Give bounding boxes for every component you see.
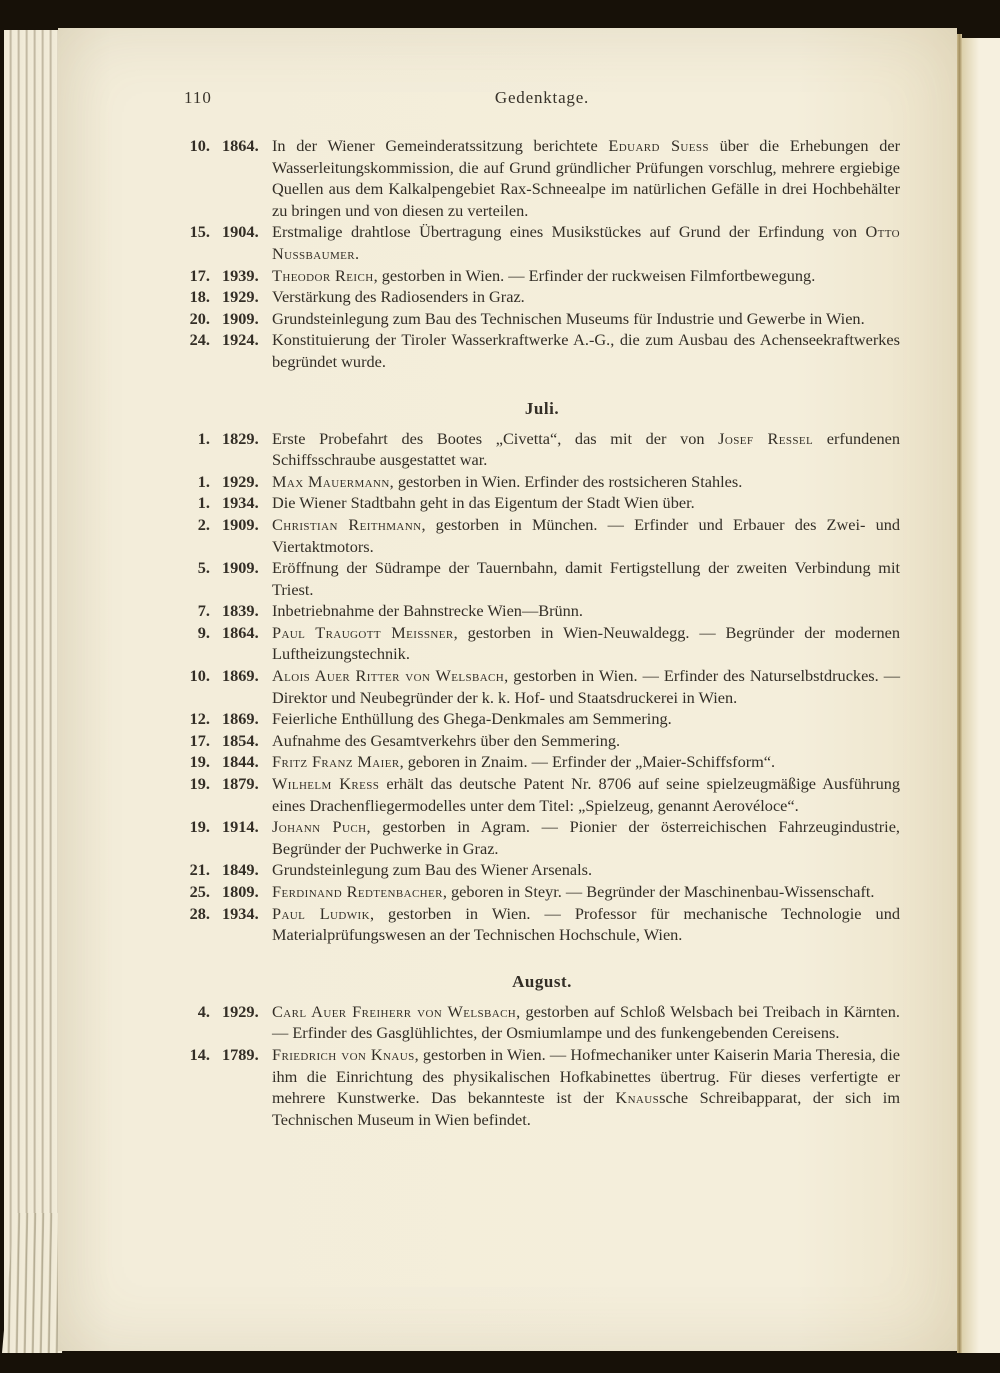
entry-year: 1909. (222, 514, 259, 534)
text-run: , gestorben in Wien. — Erfinder der ruckweisen Filmfortbewegung. (373, 265, 816, 285)
entry-row (184, 329, 900, 372)
entry-year: 1909. (222, 558, 259, 578)
entry-text (272, 816, 900, 859)
entry-row (184, 881, 900, 903)
entry-day: 7. (197, 601, 210, 621)
entry-row (184, 773, 900, 816)
entry-text (272, 859, 900, 881)
section-title: August. (512, 971, 572, 991)
entry-row (184, 622, 900, 665)
entry-year: 1904. (222, 222, 259, 242)
entry-text (272, 622, 900, 665)
entry-row (184, 665, 900, 708)
entry-year: 1839. (222, 601, 259, 621)
entry-row (184, 221, 900, 264)
person-name: Alois Auer Ritter von Welsbach (272, 666, 505, 686)
entry-text (272, 600, 900, 622)
person-name: Christian Reithmann (272, 514, 422, 534)
running-header: Gedenktage. (494, 88, 590, 107)
entry-year: 1864. (222, 622, 259, 642)
text-run: , gestorben in Wien. — Erfinder des Naturselbstdruckes. — Direktor und Neubegründer der k. k. Hof- und Staatsdruckerei in Wien. (272, 666, 900, 707)
entry-text (272, 881, 900, 903)
entry-day: 19. (189, 817, 210, 837)
page-edges-stack (4, 30, 58, 1353)
entry-year: 1869. (222, 709, 259, 729)
text-run: sche Schreibapparat, der sich im Technischen Museum in Wien befindet. (272, 1088, 900, 1129)
entry-day: 5. (197, 558, 210, 578)
entry-day: 2. (197, 514, 210, 534)
entry-day: 14. (189, 1044, 210, 1064)
entry-row (184, 816, 900, 859)
entry-text (272, 751, 900, 773)
entry-text (272, 1001, 900, 1044)
page-number: 110 (184, 88, 212, 107)
person-name: Theodor Reich (272, 265, 374, 285)
entry-text (272, 730, 900, 752)
entry-day: 19. (189, 752, 210, 772)
entry-year: 1929. (222, 471, 259, 491)
entry-year: 1929. (222, 287, 259, 307)
text-run: Grundsteinlegung zum Bau des Wiener Arsenals. (272, 860, 593, 880)
book-scan (4, 26, 1000, 1353)
person-name: Wilhelm Kress (272, 774, 380, 794)
person-name: Carl Auer Freiherr von Welsbach (272, 1001, 517, 1021)
entry-day: 17. (189, 265, 210, 285)
entry-day: 10. (189, 136, 210, 155)
entry-year: 1849. (222, 860, 259, 880)
text-run: . (355, 243, 360, 263)
entry-year: 1809. (222, 882, 259, 901)
text-run: , gestorben in Wien-Neuwaldegg. — Begründer der modernen Luftheizungstechnik. (272, 622, 900, 664)
text-run: , gestorben in Wien. Erfinder des rostsicheren Stahles. (389, 471, 743, 491)
text-run: , gestorben in Wien. — Hofmechaniker unter Kaiserin Maria Theresia, die ihm die Einrichtung des physikalischen Hofkabinettes übertrug. Für dieses verfertigte er mehrere Kunstwerke. Das bekannteste ist der (272, 1044, 900, 1108)
entry-text (272, 265, 900, 287)
entry-text (272, 135, 900, 221)
entry-row (184, 135, 900, 221)
entry-year: 1934. (222, 493, 259, 513)
entry-year: 1909. (222, 308, 259, 328)
person-name: Knaus (615, 1088, 660, 1108)
person-name: Paul Traugott Meissner (272, 622, 454, 642)
entry-day: 12. (189, 709, 210, 729)
text-run: Verstärkung des Radiosenders in Graz. (272, 287, 525, 307)
person-name: Friedrich von Knaus (272, 1044, 415, 1064)
entry-row (184, 1044, 900, 1130)
entry-row (184, 730, 900, 752)
entry-row (184, 308, 900, 330)
entry-text (272, 903, 900, 946)
entry-row (184, 514, 900, 557)
text-run: über die Erhebungen der Wasserleitungskommission, die auf Grund gründlicher Prüfungen vorschlug, mehrere ergiebige Quellen aus dem Kalkalpengebiet Rax-Schneealpe im natürlichen Gefälle in drei Hochbehälter zu bringen und von diesen zu verteilen. (272, 136, 900, 220)
entry-day: 17. (189, 730, 210, 750)
person-name: Josef Ressel (718, 428, 814, 448)
entry-text (272, 428, 900, 471)
entry-day: 24. (189, 330, 210, 350)
sections (184, 135, 900, 1130)
section-title: Juli. (524, 398, 560, 418)
text-run: erhält das deutsche Patent Nr. 8706 auf seine spielzeugmäßige Ausführung eines Drachenfliegermodelles unter dem Titel: „Spielzeug, genannt Aerovéloce“. (272, 774, 900, 815)
entry-row (184, 600, 900, 622)
entry-year: 1789. (222, 1044, 259, 1064)
entry-row (184, 471, 900, 493)
entry-year: 1854. (222, 730, 259, 750)
entry-row (184, 286, 900, 308)
entry-year: 1939. (222, 265, 259, 285)
entry-text (272, 557, 900, 600)
entry-text (272, 665, 900, 708)
entry-row (184, 1001, 900, 1044)
entry-year: 1864. (222, 136, 259, 155)
entry-day: 18. (189, 287, 210, 307)
entry-row (184, 557, 900, 600)
entry-text (272, 286, 900, 308)
text-run: Inbetriebnahme der Bahnstrecke Wien—Brünn. (272, 601, 583, 621)
page-header-row (184, 88, 900, 108)
entry-text (272, 471, 900, 493)
person-name: Otto Nussbaumer (272, 222, 900, 263)
entry-text (272, 773, 900, 816)
text-run: Konstituierung der Tiroler Wasserkraftwerke A.-G., die zum Ausbau des Achenseekraftwerkes begründet wurde. (272, 330, 900, 371)
entry-day: 10. (189, 666, 210, 686)
person-name: Eduard Suess (608, 136, 709, 155)
text-run: Erste Probefahrt des Bootes „Civetta“, das mit der von (272, 428, 719, 448)
entry-text (272, 329, 900, 372)
entry-row (184, 492, 900, 514)
entry-text (272, 514, 900, 557)
text-run: Erstmalige drahtlose Übertragung eines Musikstückes auf Grund der Erfindung von (272, 222, 866, 242)
entry-day: 1. (197, 493, 210, 513)
entry-text (272, 221, 900, 264)
entry-year: 1914. (222, 817, 259, 837)
text-run: In der Wiener Gemeinderatssitzung berichtete (272, 136, 609, 155)
text-run: , gestorben in München. — Erfinder und Erbauer des Zwei- und Viertaktmotors. (272, 514, 900, 556)
entry-text (272, 1044, 900, 1130)
text-run: , gestorben auf Schloß Welsbach bei Treibach in Kärnten. — Erfinder des Gasglühlichtes, der Osmiumlampe und des funkengebenden Cereisens. (272, 1001, 900, 1043)
person-name: Fritz Franz Maier (272, 752, 400, 772)
entry-text (272, 308, 900, 330)
entry-year: 1924. (222, 330, 259, 350)
entry-year: 1929. (222, 1001, 259, 1021)
text-run: Die Wiener Stadtbahn geht in das Eigentum der Stadt Wien über. (272, 493, 695, 513)
entry-day: 15. (189, 222, 210, 242)
entry-row (184, 708, 900, 730)
entry-text (272, 708, 900, 730)
book-page (58, 28, 957, 1351)
entry-row (184, 751, 900, 773)
person-name: Ferdinand Redtenbacher (272, 882, 443, 901)
entry-day: 1. (197, 471, 210, 491)
person-name: Max Mauermann (272, 471, 390, 491)
entry-day: 9. (197, 622, 210, 642)
text-run: , geboren in Znaim. — Erfinder der „Maier-Schiffsform“. (399, 752, 776, 772)
text-run: Feierliche Enthüllung des Ghega-Denkmales am Semmering. (272, 709, 672, 729)
text-run: Grundsteinlegung zum Bau des Technischen Museums für Industrie und Gewerbe in Wien. (272, 308, 865, 328)
entry-text (272, 492, 900, 514)
entry-row (184, 265, 900, 287)
entry-row (184, 903, 900, 946)
text-run: Aufnahme des Gesamtverkehrs über den Semmering. (272, 730, 621, 750)
entry-day: 1. (197, 428, 210, 448)
text-run: , gestorben in Agram. — Pionier der österreichischen Fahrzeugindustrie, Begründer der Puchwerke in Graz. (272, 817, 901, 858)
person-name: Johann Puch (272, 817, 367, 837)
entry-day: 21. (189, 860, 210, 880)
text-run: erfundenen Schiffsschraube ausgestattet war. (272, 428, 901, 470)
entry-year: 1869. (222, 666, 259, 686)
entry-day: 4. (197, 1001, 210, 1021)
entry-year: 1829. (222, 428, 259, 448)
entry-day: 20. (189, 308, 210, 328)
entry-day: 25. (189, 882, 210, 901)
entry-year: 1934. (222, 903, 259, 923)
entry-day: 19. (189, 774, 210, 794)
entry-day: 28. (189, 903, 210, 923)
entry-year: 1879. (222, 774, 259, 794)
entry-row (184, 859, 900, 881)
person-name: Paul Ludwik (272, 903, 370, 923)
facing-page-sliver (962, 38, 1000, 1353)
entry-row (184, 428, 900, 471)
text-run: , geboren in Steyr. — Begründer der Maschinenbau-Wissenschaft. (442, 882, 875, 901)
text-run: , gestorben in Wien. — Professor für mechanische Technologie und Materialprüfungswesen an der Technischen Hochschule, Wien. (272, 903, 900, 945)
entry-year: 1844. (222, 752, 259, 772)
text-run: Eröffnung der Südrampe der Tauernbahn, damit Fertigstellung der zweiten Verbindung mit Triest. (272, 558, 900, 599)
